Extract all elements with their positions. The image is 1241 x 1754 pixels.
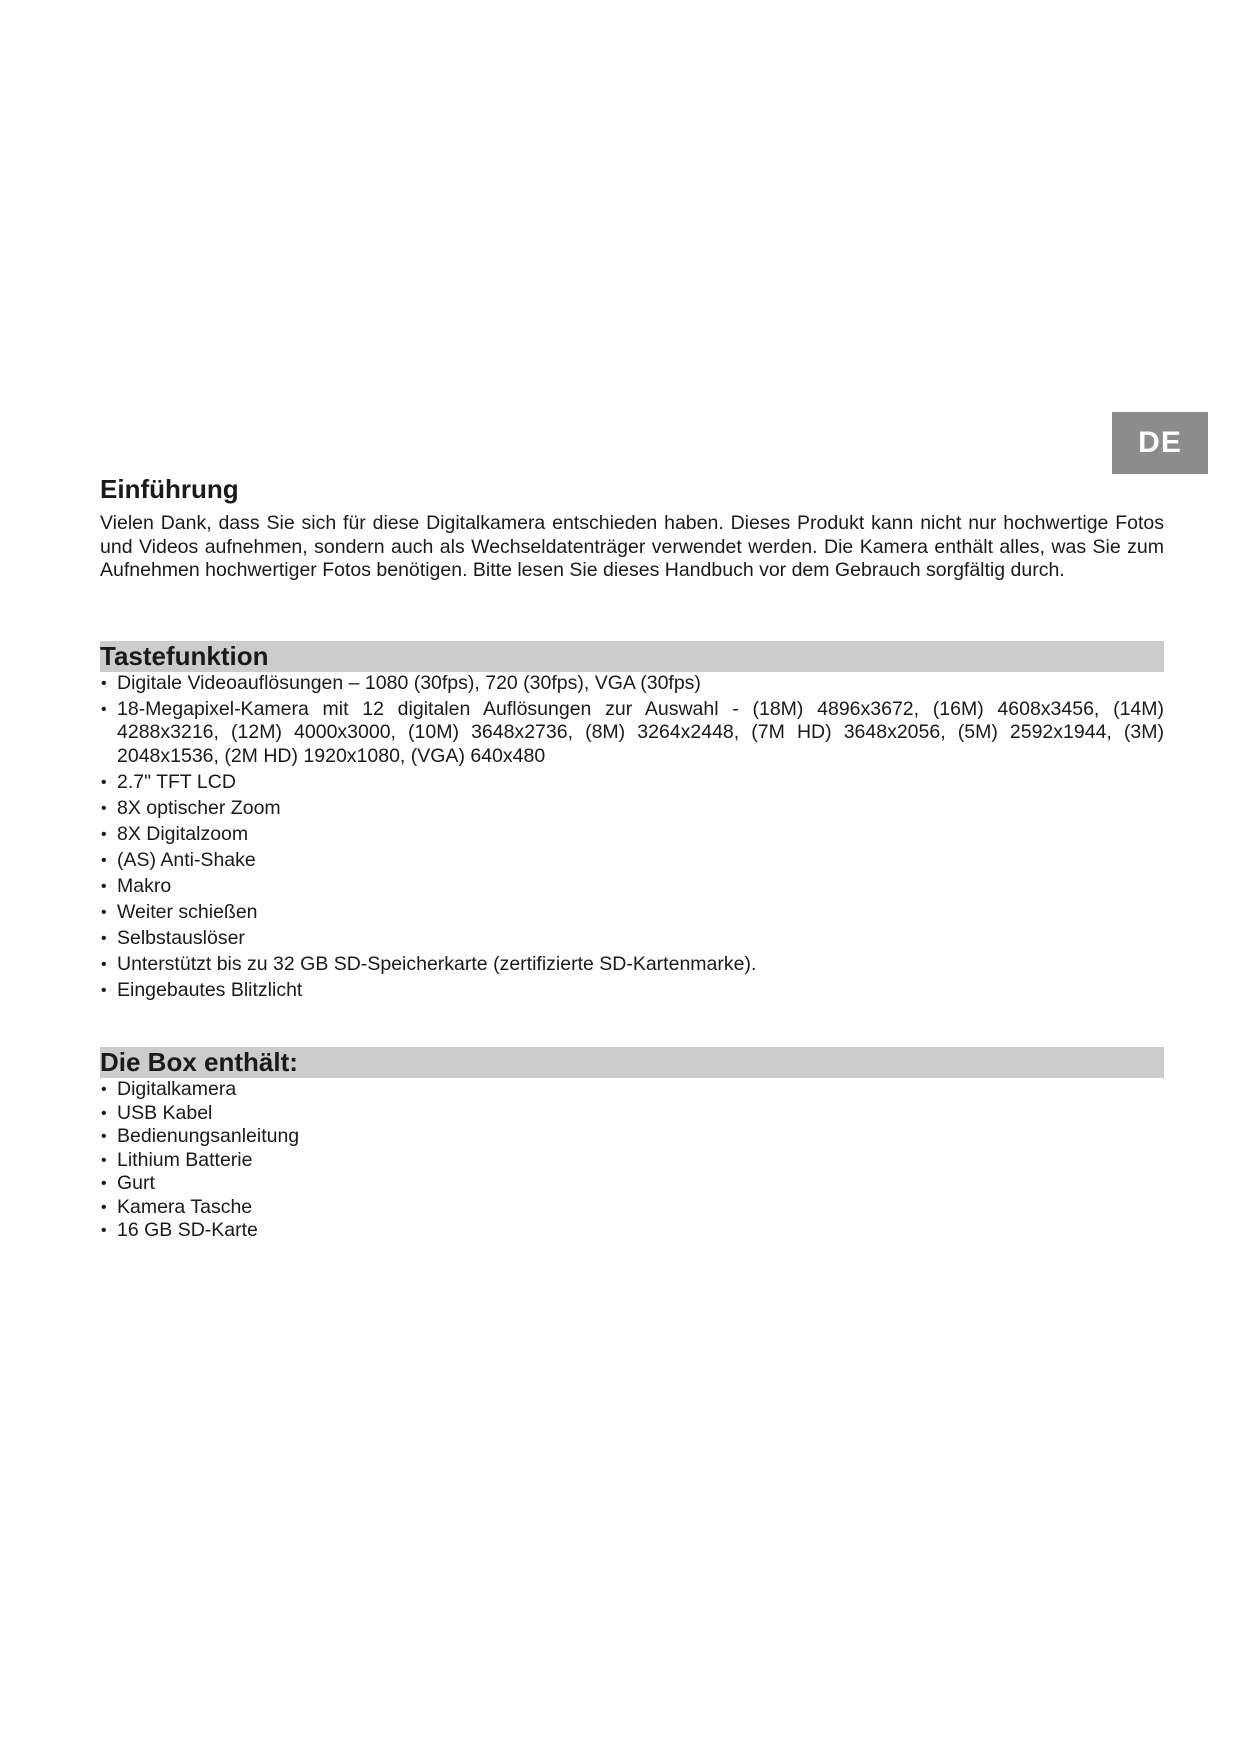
list-item-text: 18-Megapixel-Kamera mit 12 digitalen Auflösungen zur Auswahl - (18M) 4896x3672, (16M) 4608x3456, (14M) 4288x3216, (12M) 4000x3000, (10M) 3648x2736, (8M) 3264x2448, (7M HD) 3648x2056, (5M) 2592x1944, (3M) 2048x1536, (2M HD) 1920x1080, (VGA) 640x480 (117, 697, 1164, 767)
list-item (100, 672, 1164, 696)
list-item (100, 1219, 1164, 1243)
bullet-icon: • (101, 851, 107, 869)
list-item-text: (AS) Anti-Shake (117, 848, 256, 871)
list-item-text: 8X Digitalzoom (117, 822, 249, 845)
bullet-icon: • (101, 1175, 107, 1192)
bullet-icon: • (101, 825, 107, 843)
bullet-icon: • (101, 1128, 107, 1145)
list-item-text: Unterstützt bis zu 32 GB SD-Speicherkarte (zertifizierte SD-Kartenmarke). (117, 952, 757, 975)
list-item-text: Makro (117, 874, 172, 897)
intro-paragraph: Vielen Dank, dass Sie sich für diese Digitalkamera entschieden haben. Dieses Produkt kann nicht nur hochwertige Fotos und Videos aufnehmen, sondern auch als Wechseldatenträger verwendet werden. Die Kamera enthält alles, was Sie zum Aufnehmen hochwertiger Fotos benötigen. Bitte lesen Sie dieses Handbuch vor dem Gebrauch sorgfältig durch. (100, 512, 1164, 581)
bullet-icon: • (101, 955, 107, 973)
list-item-text: Weiter schießen (117, 900, 258, 923)
list-item (100, 875, 1164, 899)
features-heading: Tastefunktion (100, 641, 1164, 672)
list-item (100, 953, 1164, 977)
list-item-text: 2.7" TFT LCD (117, 770, 236, 793)
list-item (100, 1172, 1164, 1196)
bullet-icon: • (101, 877, 107, 895)
list-item (100, 771, 1164, 795)
bullet-icon: • (101, 1081, 107, 1098)
list-item-text: Bedienungsanleitung (117, 1125, 300, 1147)
intro-heading: Einführung (100, 474, 239, 504)
list-item-text: Digitale Videoauflösungen – 1080 (30fps), 720 (30fps), VGA (30fps) (117, 671, 701, 694)
bullet-icon: • (101, 1222, 107, 1239)
list-item (100, 823, 1164, 847)
box-contents-section (100, 1047, 1164, 1243)
list-item (100, 979, 1164, 1003)
bullet-icon: • (101, 674, 107, 692)
list-item (100, 1125, 1164, 1149)
bullet-icon: • (101, 700, 107, 718)
bullet-icon: • (101, 1104, 107, 1122)
bullet-icon: • (101, 981, 107, 999)
document-body (100, 470, 1164, 1243)
box-contents-list (100, 1078, 1164, 1243)
list-item (100, 849, 1164, 873)
bullet-icon: • (101, 1198, 107, 1216)
list-item-text: Gurt (117, 1172, 155, 1194)
box-contents-heading: Die Box enthält: (100, 1047, 1164, 1078)
list-item-text: Kamera Tasche (117, 1195, 253, 1218)
bullet-icon: • (101, 929, 107, 947)
list-item-text: 16 GB SD-Karte (117, 1219, 258, 1241)
list-item (100, 1078, 1164, 1102)
list-item-text: Lithium Batterie (117, 1148, 253, 1171)
bullet-icon: • (101, 903, 107, 921)
list-item (100, 1149, 1164, 1173)
list-item-text: Digitalkamera (117, 1078, 237, 1100)
list-item-text: USB Kabel (117, 1101, 213, 1124)
list-item (100, 698, 1164, 769)
list-item (100, 1102, 1164, 1126)
bullet-icon: • (101, 773, 107, 791)
list-item (100, 927, 1164, 951)
list-item-text: Selbstauslöser (117, 926, 245, 949)
list-item (100, 1196, 1164, 1220)
features-section (100, 641, 1164, 1003)
list-item-text: Eingebautes Blitzlicht (117, 978, 303, 1001)
features-list (100, 672, 1164, 1003)
bullet-icon: • (101, 799, 107, 817)
list-item (100, 797, 1164, 821)
language-tab: DE (1112, 412, 1208, 474)
list-item (100, 901, 1164, 925)
list-item-text: 8X optischer Zoom (117, 796, 281, 819)
bullet-icon: • (101, 1151, 107, 1169)
intro-section (100, 470, 1164, 583)
